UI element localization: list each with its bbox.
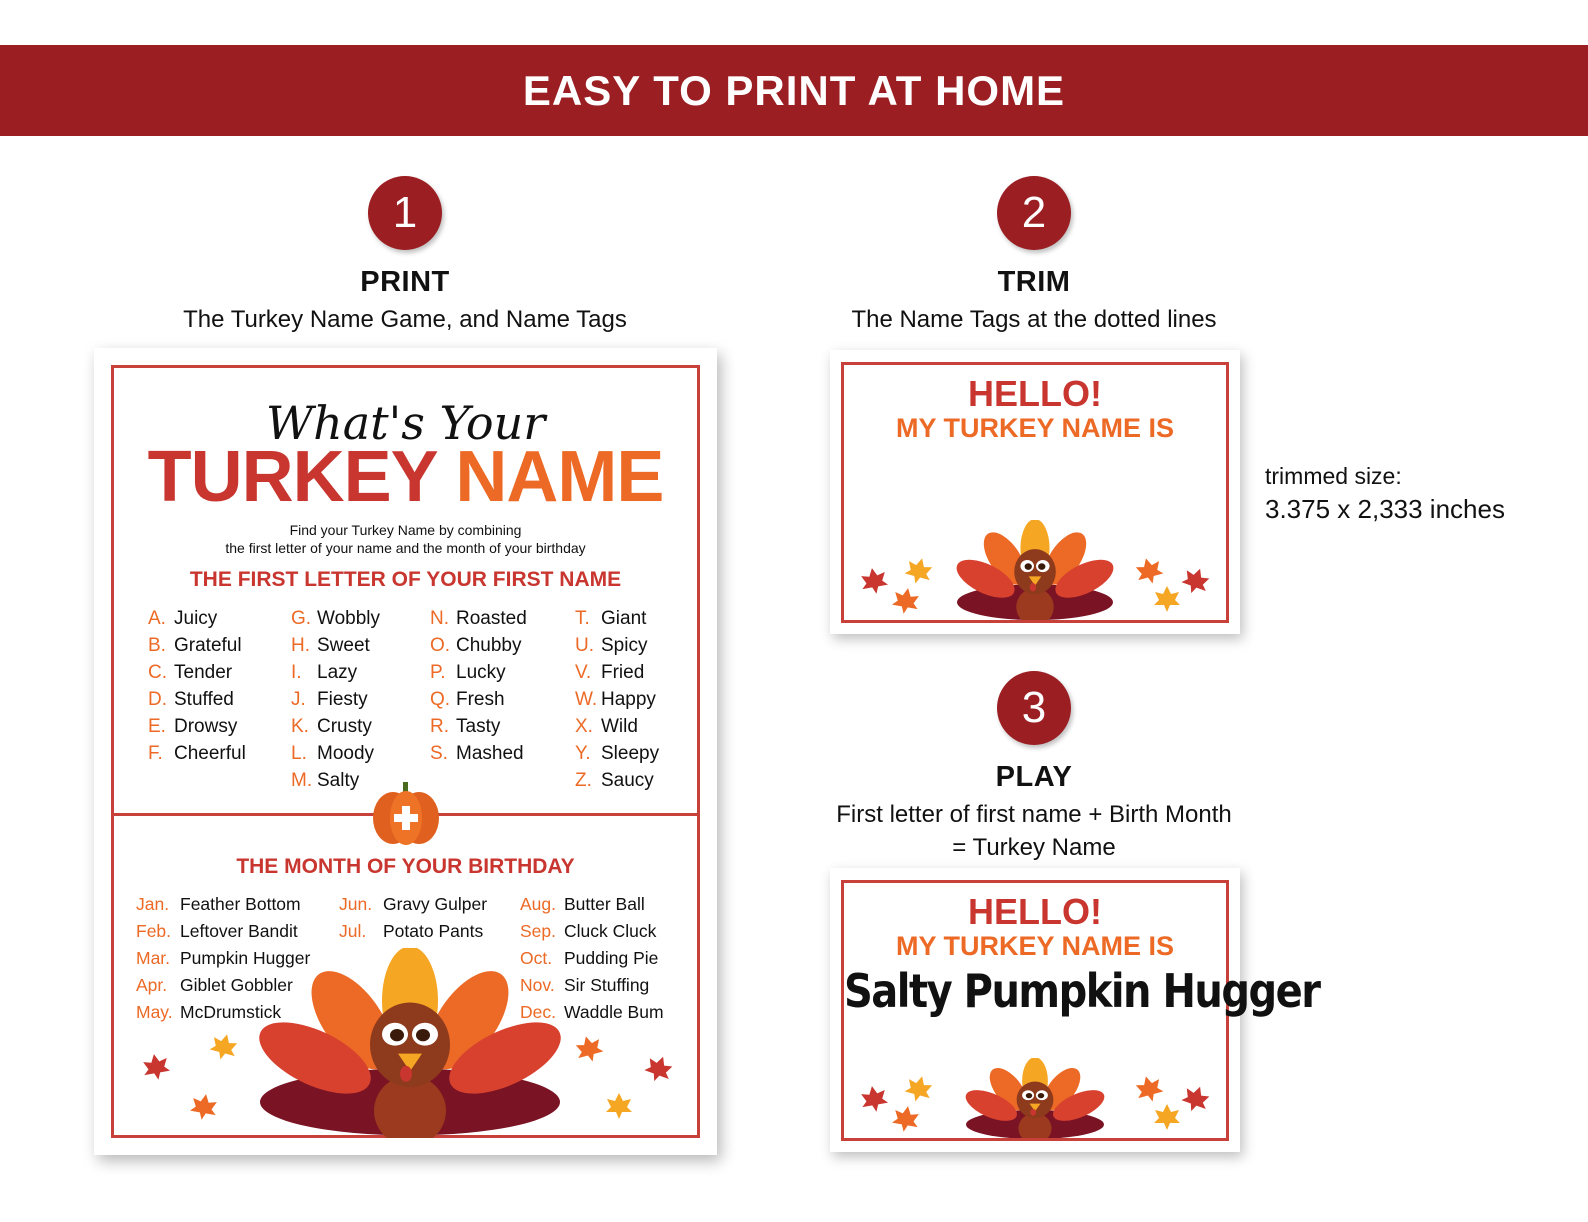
month-key: Jan. bbox=[136, 894, 170, 914]
step-number-3: 3 bbox=[997, 671, 1071, 745]
letter-word: Crusty bbox=[317, 716, 372, 737]
step-number-2: 2 bbox=[997, 176, 1071, 250]
letter-word: Happy bbox=[601, 689, 656, 710]
letter-column bbox=[291, 605, 380, 794]
month-key: May. bbox=[136, 1002, 173, 1022]
letter-item bbox=[430, 605, 527, 632]
step-desc: First letter of first name + Birth Month bbox=[836, 801, 1232, 828]
letter-word: Tasty bbox=[456, 716, 501, 737]
letter-key: E. bbox=[148, 716, 166, 737]
month-key: Jun. bbox=[339, 894, 373, 914]
month-key: Nov. bbox=[520, 975, 555, 995]
letter-word: Tender bbox=[174, 662, 233, 683]
letter-key: L. bbox=[291, 743, 307, 764]
step-trim bbox=[784, 176, 1284, 336]
letter-key: K. bbox=[291, 716, 309, 737]
month-item bbox=[136, 891, 310, 918]
step-print bbox=[155, 176, 655, 336]
letter-item bbox=[575, 659, 659, 686]
letter-word: Spicy bbox=[601, 635, 648, 656]
month-key: Mar. bbox=[136, 948, 171, 968]
letter-key: A. bbox=[148, 608, 166, 629]
poster-script-title: What's Your bbox=[265, 396, 546, 450]
poster-border bbox=[111, 365, 700, 1138]
letter-item bbox=[148, 740, 246, 767]
month-name: Potato Pants bbox=[383, 921, 484, 941]
section-first-letter: THE FIRST LETTER OF YOUR FIRST NAME bbox=[189, 568, 622, 591]
name-tag-example bbox=[830, 868, 1320, 1152]
month-key: Sep. bbox=[520, 921, 556, 941]
trimmed-size bbox=[1265, 460, 1505, 526]
letter-key: H. bbox=[291, 635, 310, 656]
letter-word: Stuffed bbox=[174, 689, 234, 710]
turkey-name-poster bbox=[94, 348, 717, 1155]
pumpkin-plus-icon bbox=[371, 782, 441, 846]
month-name: Giblet Gobbler bbox=[180, 975, 293, 995]
letter-item bbox=[291, 713, 380, 740]
letter-word: Drowsy bbox=[174, 716, 238, 737]
month-name: Pumpkin Hugger bbox=[180, 948, 311, 968]
letter-key: V. bbox=[575, 662, 592, 683]
month-key: Oct. bbox=[520, 948, 553, 968]
month-key: Feb. bbox=[136, 921, 172, 941]
letter-item bbox=[291, 686, 380, 713]
step-title: PRINT bbox=[360, 266, 450, 298]
letter-column bbox=[148, 605, 246, 767]
letter-item bbox=[148, 659, 246, 686]
letter-word: Salty bbox=[317, 770, 360, 791]
letter-word: Moody bbox=[317, 743, 375, 764]
tag-border bbox=[841, 362, 1229, 623]
letter-word: Chubby bbox=[456, 635, 522, 656]
letter-item bbox=[575, 767, 659, 794]
title-name: NAME bbox=[455, 437, 664, 517]
letter-key: T. bbox=[575, 608, 590, 629]
letter-key: S. bbox=[430, 743, 448, 764]
letter-key: G. bbox=[291, 608, 312, 629]
letter-item bbox=[291, 740, 380, 767]
month-name: Waddle Bum bbox=[564, 1002, 664, 1022]
letter-word: Lucky bbox=[456, 662, 506, 683]
letter-item bbox=[575, 740, 659, 767]
letter-column bbox=[575, 605, 659, 794]
letter-key: U. bbox=[575, 635, 594, 656]
month-item bbox=[339, 918, 487, 945]
letter-item bbox=[430, 686, 527, 713]
month-name: Cluck Cluck bbox=[564, 921, 657, 941]
letter-key: N. bbox=[430, 608, 449, 629]
letter-word: Lazy bbox=[317, 662, 358, 683]
month-name: Feather Bottom bbox=[180, 894, 301, 914]
letter-word: Wild bbox=[601, 716, 638, 737]
letter-key: X. bbox=[575, 716, 593, 737]
letter-key: Z. bbox=[575, 770, 592, 791]
letter-key: C. bbox=[148, 662, 167, 683]
month-column bbox=[339, 891, 487, 945]
month-key: Dec. bbox=[520, 1002, 556, 1022]
turkey-illustration bbox=[844, 520, 1226, 620]
tag-border bbox=[841, 880, 1320, 1141]
letter-word: Giant bbox=[601, 608, 647, 629]
tag-line: MY TURKEY NAME IS bbox=[895, 931, 1175, 961]
letter-word: Fiesty bbox=[317, 689, 368, 710]
step-number-1: 1 bbox=[368, 176, 442, 250]
tag-hello: HELLO! bbox=[968, 891, 1102, 932]
turkey-illustration bbox=[114, 948, 703, 1138]
tag-line: MY TURKEY NAME IS bbox=[895, 413, 1175, 443]
month-name: McDrumstick bbox=[180, 1002, 282, 1022]
month-key: Aug. bbox=[520, 894, 556, 914]
letter-word: Juicy bbox=[174, 608, 218, 629]
letter-item bbox=[575, 632, 659, 659]
step-desc: The Name Tags at the dotted lines bbox=[851, 306, 1217, 333]
step-title: TRIM bbox=[997, 266, 1071, 298]
month-name: Gravy Gulper bbox=[383, 894, 488, 914]
letter-key: R. bbox=[430, 716, 449, 737]
title-turkey: TURKEY bbox=[147, 437, 437, 517]
letter-item bbox=[291, 632, 380, 659]
letter-word: Saucy bbox=[601, 770, 654, 791]
letter-word: Roasted bbox=[456, 608, 527, 629]
month-key: Jul. bbox=[339, 921, 367, 941]
letter-word: Grateful bbox=[174, 635, 242, 656]
trimmed-size-label: trimmed size: bbox=[1265, 463, 1402, 489]
section-birth-month: THE MONTH OF YOUR BIRTHDAY bbox=[236, 855, 575, 878]
letter-key: D. bbox=[148, 689, 167, 710]
letter-key: O. bbox=[430, 635, 451, 656]
letter-key: M. bbox=[291, 770, 313, 791]
intro-line: the first letter of your name and the month of your birthday bbox=[225, 540, 586, 556]
banner-title: EASY TO PRINT AT HOME bbox=[522, 66, 1066, 114]
tag-example-name: Salty Pumpkin Hugger bbox=[844, 965, 1320, 1019]
intro-line: Find your Turkey Name by combining bbox=[289, 522, 522, 538]
letter-item bbox=[148, 686, 246, 713]
letter-word: Fresh bbox=[456, 689, 505, 710]
month-name: Pudding Pie bbox=[564, 948, 659, 968]
letter-word: Mashed bbox=[456, 743, 524, 764]
letter-item bbox=[430, 632, 527, 659]
month-item bbox=[136, 918, 310, 945]
letter-key: Q. bbox=[430, 689, 451, 710]
header-banner bbox=[0, 45, 1588, 136]
month-name: Sir Stuffing bbox=[564, 975, 650, 995]
turkey-illustration bbox=[844, 1058, 1226, 1138]
letter-key: W. bbox=[575, 689, 598, 710]
letter-item bbox=[575, 686, 659, 713]
letter-item bbox=[575, 605, 659, 632]
letter-column bbox=[430, 605, 527, 767]
letter-item bbox=[291, 605, 380, 632]
name-tag-blank bbox=[830, 350, 1240, 634]
letter-key: J. bbox=[291, 689, 306, 710]
letter-key: P. bbox=[430, 662, 446, 683]
letter-item bbox=[430, 659, 527, 686]
letter-item bbox=[430, 740, 527, 767]
letter-word: Fried bbox=[601, 662, 645, 683]
month-item bbox=[520, 918, 664, 945]
month-item bbox=[339, 891, 487, 918]
letter-word: Sleepy bbox=[601, 743, 660, 764]
month-name: Leftover Bandit bbox=[180, 921, 298, 941]
letter-item bbox=[148, 605, 246, 632]
letter-key: I. bbox=[291, 662, 302, 683]
month-name: Butter Ball bbox=[564, 894, 645, 914]
poster-title bbox=[114, 436, 697, 518]
month-item bbox=[520, 891, 664, 918]
poster-intro bbox=[114, 521, 697, 557]
letter-item bbox=[148, 713, 246, 740]
step-desc: The Turkey Name Game, and Name Tags bbox=[183, 306, 627, 333]
letter-key: Y. bbox=[575, 743, 591, 764]
letter-key: B. bbox=[148, 635, 166, 656]
letter-word: Sweet bbox=[317, 635, 370, 656]
letter-item bbox=[430, 713, 527, 740]
letter-word: Wobbly bbox=[317, 608, 381, 629]
letter-item bbox=[575, 713, 659, 740]
tag-hello: HELLO! bbox=[968, 373, 1102, 414]
trimmed-size-value: 3.375 x 2,333 inches bbox=[1265, 494, 1505, 524]
letter-item bbox=[291, 659, 380, 686]
letter-word: Cheerful bbox=[174, 743, 246, 764]
step-play bbox=[784, 671, 1284, 864]
step-title: PLAY bbox=[995, 761, 1073, 793]
letter-item bbox=[291, 767, 380, 794]
letter-item bbox=[148, 632, 246, 659]
letter-key: F. bbox=[148, 743, 163, 764]
month-key: Apr. bbox=[136, 975, 168, 995]
step-desc-2: = Turkey Name bbox=[952, 834, 1116, 861]
